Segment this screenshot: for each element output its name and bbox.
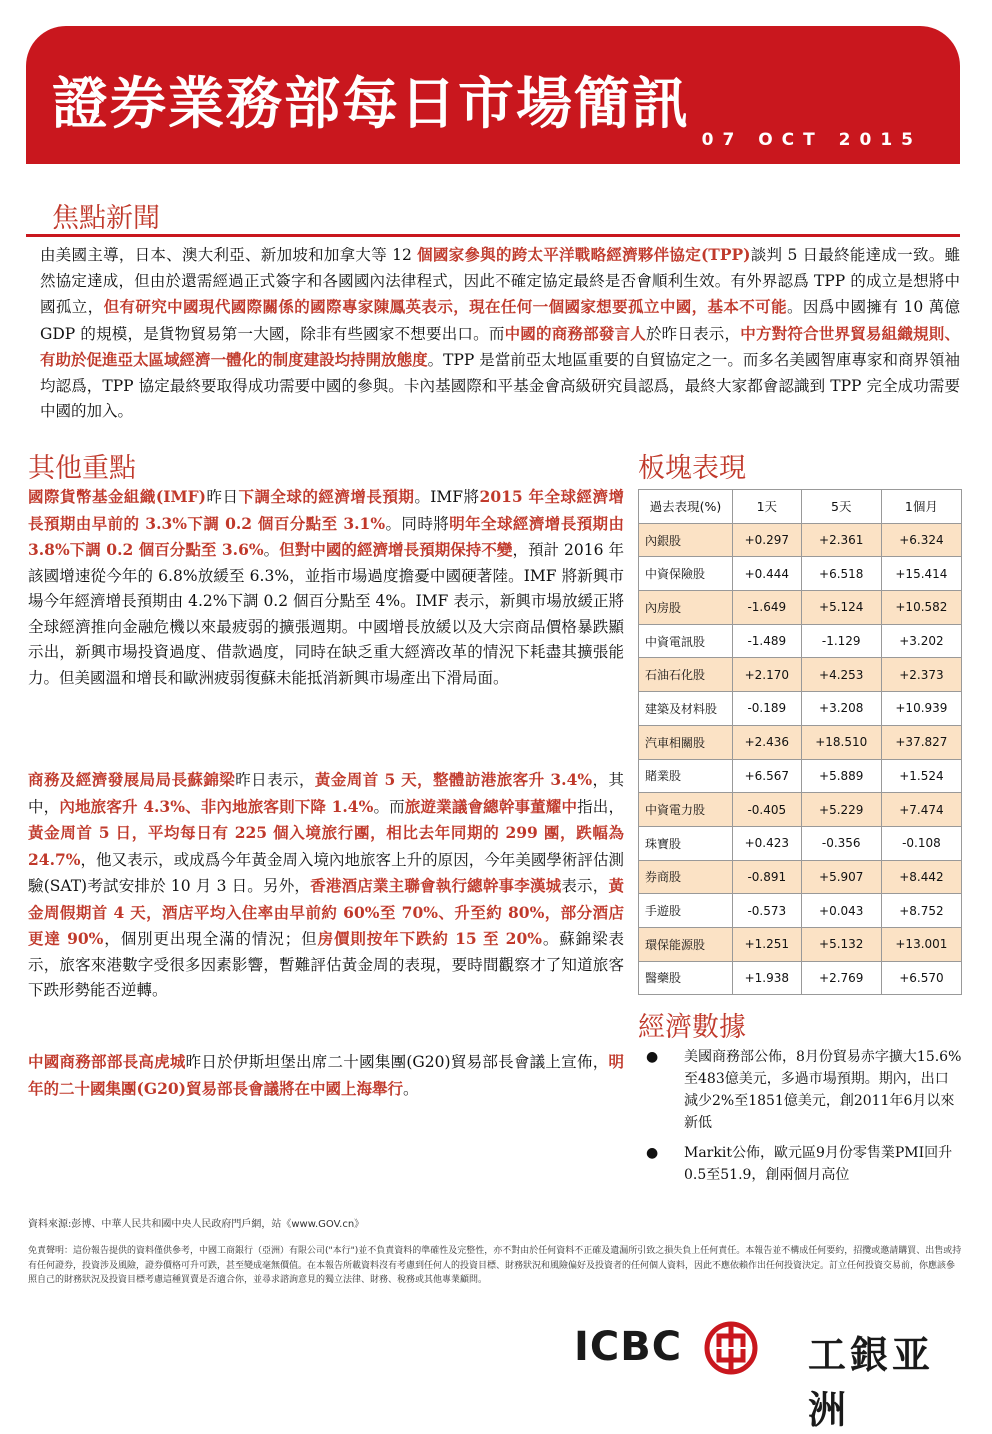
highlight-text: 黃金周首 5 日，平均每日有 225 個入境旅行團，相比去年同期的 299 團，跌幅為 24.7% — [28, 823, 624, 869]
table-row — [639, 557, 962, 591]
value-5d: +18.510 — [801, 725, 881, 759]
value-5d: +5.124 — [801, 591, 881, 625]
table-header-row — [639, 490, 962, 524]
bullet-icon: ● — [646, 1049, 659, 1065]
sector-name: 內銀股 — [639, 523, 733, 557]
list-item — [646, 1142, 962, 1186]
highlight-text: 商務及經濟發展局局長蘇錦梁 — [28, 770, 236, 789]
highlight-text: 中國商務部部長高虎城 — [28, 1052, 186, 1071]
table-row — [639, 658, 962, 692]
value-5d: +5.229 — [801, 793, 881, 827]
body-text: 指出， — [577, 797, 624, 816]
bullet-icon: ● — [646, 1145, 659, 1161]
highlight-text: 明年全球經濟增長預期由 3.8%下調 0.2 個百分點至 3.6% — [28, 513, 624, 559]
report-date: 07 OCT 2015 — [701, 130, 922, 150]
sector-table — [638, 489, 962, 995]
sector-name: 中資保險股 — [639, 557, 733, 591]
table-row — [639, 624, 962, 658]
body-text: 昨日於伊斯坦堡出席二十國集團(G20)貿易部長會議上宣佈， — [185, 1053, 609, 1071]
sector-name: 中資電訊股 — [639, 624, 733, 658]
table-row — [639, 523, 962, 557]
value-1d: +2.170 — [733, 658, 802, 692]
highlight-text: 內地旅客升 4.3%、非內地旅客則下降 1.4% — [59, 796, 374, 816]
economic-list — [646, 1046, 962, 1194]
highlight-text: 但對中國的經濟增長預期保持不變 — [279, 540, 513, 559]
value-1d: -0.891 — [733, 860, 802, 894]
highlight-text: 但有研究中國現代國際關係的國際專家陳鳳英表示，現在任何一個國家想要孤立中國，基本不可能 — [103, 297, 787, 316]
highlight-text: 房價則按年下跌約 15 至 20% — [317, 929, 542, 948]
value-1m: +3.202 — [881, 624, 961, 658]
highlight-text: 中國的商務部發言人 — [504, 323, 646, 343]
body-text: 。 — [263, 541, 280, 559]
value-5d: +2.361 — [801, 523, 881, 557]
value-1m: +8.442 — [881, 860, 961, 894]
sector-heading: 板塊表現 — [638, 453, 746, 484]
body-text: 。 — [402, 1079, 419, 1098]
value-1m: +8.752 — [881, 894, 961, 928]
value-1d: -0.189 — [733, 692, 802, 726]
sector-name: 環保能源股 — [639, 927, 733, 961]
table-row — [639, 759, 962, 793]
value-5d: +4.253 — [801, 658, 881, 692]
economic-item-text: 美國商務部公佈，8月份貿易赤字擴大15.6%至483億美元，多過市場預期。期內，出口減少2%至1851億美元，創2011年6月以來新低 — [684, 1049, 962, 1131]
list-item — [646, 1046, 962, 1134]
body-text: ，其中， — [28, 771, 624, 816]
highlight-text: 黃金周假期首 4 天，酒店平均入住率由早前約 60%至 70%、升至約 80%，部分酒店更達 90% — [28, 876, 624, 948]
sector-name: 中資電力股 — [639, 793, 733, 827]
logo-wordmark: ICBC — [574, 1324, 683, 1370]
value-1m: -0.108 — [881, 826, 961, 860]
logo-chinese: 工銀亚洲 — [808, 1333, 935, 1432]
value-1m: +1.524 — [881, 759, 961, 793]
body-text: 。因爲中國擁有 10 萬億 GDP 的規模，是貨物貿易第一大國，除非有些國家不想要出口。而 — [40, 298, 960, 343]
body-text: 由美國主導，日本、澳大利亞、新加坡和加拿大等 12 — [40, 246, 418, 264]
body-text: 。IMF將 — [414, 488, 480, 506]
highlight-text: 香港酒店業主聯會執行總幹事李漢城 — [310, 876, 562, 895]
value-5d: +5.132 — [801, 927, 881, 961]
table-header: 1天 — [733, 490, 802, 524]
sector-name: 券商股 — [639, 860, 733, 894]
value-1d: +0.423 — [733, 826, 802, 860]
value-1d: +0.444 — [733, 557, 802, 591]
table-row — [639, 894, 962, 928]
table-row — [639, 961, 962, 995]
body-text: 。蘇錦梁表示，旅客來港數字受很多因素影響，暫難評估黃金周的表現，要時間觀察才了知道旅客下跌形勢能否逆轉。 — [28, 930, 624, 999]
value-1d: -1.649 — [733, 591, 802, 625]
economic-heading: 經濟數據 — [638, 1012, 746, 1043]
highlight-text: 個國家參與的跨太平洋戰略經濟夥伴協定(TPP) — [417, 245, 751, 264]
value-1d: -0.405 — [733, 793, 802, 827]
body-text: ，預計 2016 年該國增速從今年的 6.8%放緩至 6.3%，並指市場過度擔憂中國硬著陸。IMF 將新興市場今年經濟增長預期由 4.2%下調 0.2 個百分點至 4%。IMF 表示，新興市場放緩正將全球經濟推向金融危機以來最疲弱的擴張週期。中國增長放緩以及大宗商品價格暴跌顯示出，新興市場投資過度、借款過度，同時在缺乏重大經濟改革的情況下耗盡其擴張能力。但美國溫和增長和歐洲疲弱復蘇未能抵消新興市場產出下滑局面。 — [28, 541, 624, 687]
economic-item-text: Markit公佈，歐元區9月份零售業PMI回升0.5至51.9，創兩個月高位 — [684, 1145, 953, 1183]
sector-name: 汽車相關股 — [639, 725, 733, 759]
body-text: 昨日表示， — [235, 771, 315, 789]
sector-name: 珠寶股 — [639, 826, 733, 860]
focus-paragraph — [40, 242, 960, 425]
value-5d: +5.889 — [801, 759, 881, 793]
value-1m: +13.001 — [881, 927, 961, 961]
body-text: 表示， — [561, 877, 609, 895]
value-1m: +15.414 — [881, 557, 961, 591]
value-5d: -1.129 — [801, 624, 881, 658]
body-text: 談判 5 日最終能達成一致。雖然協定達成，但由於還需經過正式簽字和各國國內法律程式，因此不確定協定最終是否會順利生效。有外界認爲 TPP 的成立是想將中國孤立， — [40, 246, 960, 316]
tourism-paragraph — [28, 767, 624, 1004]
g20-paragraph — [28, 1049, 624, 1102]
value-5d: +2.769 — [801, 961, 881, 995]
source-note: 資料來源:彭博、中華人民共和國中央人民政府門戶網，站《www.GOV.cn》 — [28, 1219, 365, 1230]
value-1m: +10.939 — [881, 692, 961, 726]
value-5d: +3.208 — [801, 692, 881, 726]
value-1m: +6.570 — [881, 961, 961, 995]
value-1d: +2.436 — [733, 725, 802, 759]
focus-heading: 焦點新聞 — [52, 203, 160, 234]
highlight-text: 旅遊業議會總幹事董耀中 — [404, 796, 578, 816]
value-5d: +0.043 — [801, 894, 881, 928]
sector-name: 建築及材料股 — [639, 692, 733, 726]
divider — [26, 234, 960, 237]
body-text: 昨日 — [205, 488, 239, 506]
value-1d: +0.297 — [733, 523, 802, 557]
table-header: 5天 — [801, 490, 881, 524]
body-text: 。TPP 是當前亞太地區重要的自貿協定之一。而多名美國智庫專家和商界領袖均認爲，TPP 協定最終要取得成功需要中國的參與。卡內基國際和平基金會高級研究員認爲，最終大家都會認識到 TPP 完全成功需要中國的加入。 — [40, 351, 960, 420]
highlight-text: 2015 年全球經濟增長預期由早前的 3.3%下調 0.2 個百分點至 3.1% — [28, 487, 624, 533]
table-row — [639, 692, 962, 726]
highlight-text: 中方對符合世界貿易組織規則、有助於促進亞太區域經濟一體化的制度建設均持開放態度 — [40, 323, 960, 369]
icbc-emblem-icon — [702, 1320, 760, 1376]
table-header: 過去表現(%) — [639, 490, 733, 524]
value-5d: -0.356 — [801, 826, 881, 860]
table-row — [639, 860, 962, 894]
value-1m: +10.582 — [881, 591, 961, 625]
table-row — [639, 793, 962, 827]
disclaimer: 免責聲明：這份報告提供的資料僅供參考，中國工商銀行（亞洲）有限公司("本行")並不負責資料的準確性及完整性，亦不對由於任何資料不正確及遺漏所引致之損失負上任何責任。本報告並不構成任何要約，招攬或邀請購買、出售或持有任何證券，投資涉及風險，證券價格可升可跌，甚至變成毫無價值。在本報告所載資料沒有考慮到任何人的投資目標、財務狀況和風險偏好及投資者的任何個人資料，因此不應依賴作出任何投資決定。訂立任何投資交易前，你應該參照自己的財務狀況及投資目標考慮這種買賣是否適合你，並尋求諮詢意見的獨立法律、財務、稅務或其他專業顧問。 — [28, 1246, 962, 1285]
value-1m: +37.827 — [881, 725, 961, 759]
sector-name: 醫藥股 — [639, 961, 733, 995]
value-1m: +2.373 — [881, 658, 961, 692]
table-row — [639, 826, 962, 860]
value-1m: +6.324 — [881, 523, 961, 557]
body-text: ，個別更出現全滿的情況；但 — [103, 930, 318, 948]
sector-name: 賭業股 — [639, 759, 733, 793]
sector-name: 手遊股 — [639, 894, 733, 928]
value-1d: +1.251 — [733, 927, 802, 961]
other-heading: 其他重點 — [28, 453, 136, 484]
sector-name: 內房股 — [639, 591, 733, 625]
body-text: 於昨日表示， — [645, 324, 741, 343]
highlight-text: 下調全球的經濟增長預期 — [238, 487, 415, 506]
body-text: 。而 — [373, 797, 405, 816]
highlight-text: 國際貨幣基金組織(IMF) — [28, 487, 206, 506]
icbc-logo — [574, 1320, 962, 1432]
table-row — [639, 927, 962, 961]
value-1d: -0.573 — [733, 894, 802, 928]
header-banner — [26, 26, 960, 164]
highlight-text: 黃金周首 5 天，整體訪港旅客升 3.4% — [314, 770, 593, 789]
highlight-text: 明年的二十國集團(G20)貿易部長會議將在中國上海舉行 — [28, 1052, 624, 1098]
imf-paragraph — [28, 484, 624, 691]
table-row — [639, 591, 962, 625]
value-1d: +1.938 — [733, 961, 802, 995]
value-1d: -1.489 — [733, 624, 802, 658]
value-1d: +6.567 — [733, 759, 802, 793]
table-row — [639, 725, 962, 759]
value-1m: +7.474 — [881, 793, 961, 827]
page-title: 證券業務部每日市場簡訊 — [52, 72, 690, 137]
value-5d: +5.907 — [801, 860, 881, 894]
body-text: 。同時將 — [385, 514, 450, 533]
value-5d: +6.518 — [801, 557, 881, 591]
table-header: 1個月 — [881, 490, 961, 524]
body-text: ，他又表示，或成爲今年黃金周入境內地旅客上升的原因，今年美國學術評估測驗(SAT)考試安排於 10 月 3 日。另外， — [28, 850, 624, 895]
sector-name: 石油石化股 — [639, 658, 733, 692]
